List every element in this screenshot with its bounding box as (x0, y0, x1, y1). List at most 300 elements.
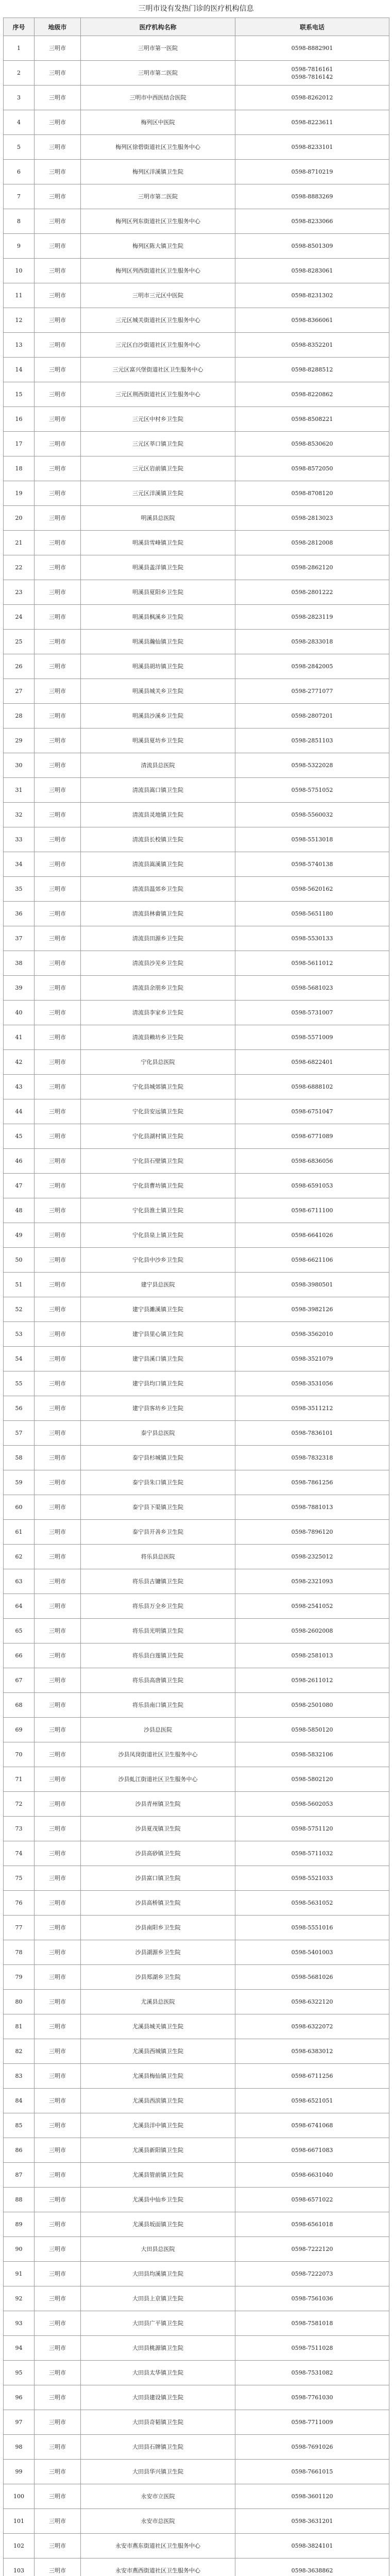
cell-no: 59 (4, 1470, 35, 1495)
cell-no: 24 (4, 605, 35, 630)
cell-phone: 0598-7836101 (235, 1421, 389, 1446)
table-row (4, 36, 389, 61)
cell-phone: 0598-6711256 (235, 2064, 389, 2089)
cell-no: 86 (4, 2138, 35, 2163)
cell-no: 45 (4, 1124, 35, 1149)
table-row (4, 432, 389, 456)
cell-no: 3 (4, 86, 35, 110)
cell-city: 三明市 (35, 2385, 81, 2410)
cell-name: 梅列区列东街道社区卫生服务中心 (81, 209, 235, 234)
cell-city: 三明市 (35, 1025, 81, 1050)
cell-city: 三明市 (35, 1668, 81, 1693)
table-row (4, 456, 389, 481)
cell-name: 清流县嵩口镇卫生院 (81, 778, 235, 803)
cell-no: 29 (4, 728, 35, 753)
cell-phone: 0598-8352201 (235, 333, 389, 358)
cell-city: 三明市 (35, 481, 81, 506)
cell-city: 三明市 (35, 333, 81, 358)
cell-name: 永安市总医院 (81, 2509, 235, 2534)
cell-no: 39 (4, 976, 35, 1001)
cell-city: 三明市 (35, 1916, 81, 1940)
cell-phone: 0598-2833018 (235, 630, 389, 654)
cell-name: 梅列区中医院 (81, 110, 235, 135)
cell-city: 三明市 (35, 1223, 81, 1248)
cell-name: 泰宁县开善乡卫生院 (81, 1520, 235, 1545)
table-row (4, 1767, 389, 1792)
cell-name: 大田县奇韬镇卫生院 (81, 2410, 235, 2435)
table-row (4, 852, 389, 877)
cell-city: 三明市 (35, 1569, 81, 1594)
cell-name: 尤溪县总医院 (81, 1990, 235, 2014)
cell-phone: 0598-2842005 (235, 654, 389, 679)
cell-city: 三明市 (35, 1545, 81, 1569)
cell-no: 64 (4, 1594, 35, 1619)
cell-no: 102 (4, 2534, 35, 2558)
table-row (4, 976, 389, 1001)
cell-no: 5 (4, 135, 35, 160)
cell-phone: 0598-5681023 (235, 976, 389, 1001)
table-row (4, 1594, 389, 1619)
cell-no: 70 (4, 1742, 35, 1767)
cell-no: 54 (4, 1347, 35, 1371)
cell-city: 三明市 (35, 1396, 81, 1421)
cell-city: 三明市 (35, 2188, 81, 2212)
cell-no: 10 (4, 259, 35, 283)
cell-no: 73 (4, 1817, 35, 1841)
cell-phone: 0598-2611012 (235, 1668, 389, 1693)
cell-no: 68 (4, 1693, 35, 1718)
cell-name: 大田县总医院 (81, 2237, 235, 2262)
cell-no: 13 (4, 333, 35, 358)
cell-no: 77 (4, 1916, 35, 1940)
cell-no: 85 (4, 2113, 35, 2138)
cell-phone: 0598-3531056 (235, 1371, 389, 1396)
table-row (4, 283, 389, 308)
cell-city: 三明市 (35, 135, 81, 160)
table-row (4, 1693, 389, 1718)
cell-city: 三明市 (35, 605, 81, 630)
cell-no: 4 (4, 110, 35, 135)
cell-city: 三明市 (35, 308, 81, 333)
cell-phone: 0598-5731007 (235, 1001, 389, 1025)
cell-no: 97 (4, 2410, 35, 2435)
cell-no: 62 (4, 1545, 35, 1569)
table-row (4, 1198, 389, 1223)
cell-name: 尤溪县新阳镇卫生院 (81, 2138, 235, 2163)
cell-no: 9 (4, 234, 35, 259)
cell-no: 81 (4, 2014, 35, 2039)
cell-name: 梅列区徐碧街道社区卫生服务中心 (81, 135, 235, 160)
cell-city: 三明市 (35, 1792, 81, 1817)
cell-phone: 0598-6888102 (235, 1075, 389, 1099)
cell-name: 清流县林畲镇卫生院 (81, 902, 235, 926)
table-row (4, 1643, 389, 1668)
cell-no: 91 (4, 2262, 35, 2286)
cell-city: 三明市 (35, 2039, 81, 2064)
table-row (4, 1891, 389, 1916)
cell-name: 尤溪县中仙乡卫生院 (81, 2188, 235, 2212)
cell-phone: 0598-8508221 (235, 407, 389, 432)
cell-no: 32 (4, 803, 35, 827)
cell-phone: 0598-5551016 (235, 1916, 389, 1940)
cell-city: 三明市 (35, 259, 81, 283)
table-row (4, 1446, 389, 1470)
cell-name: 清流县嵩溪镇卫生院 (81, 852, 235, 877)
cell-no: 84 (4, 2089, 35, 2113)
cell-no: 50 (4, 1248, 35, 1273)
cell-name: 清流县李家乡卫生院 (81, 1001, 235, 1025)
cell-phone: 0598-3601120 (235, 2484, 389, 2509)
cell-phone: 0598-5560032 (235, 803, 389, 827)
cell-city: 三明市 (35, 1619, 81, 1643)
cell-phone: 0598-7761030 (235, 2385, 389, 2410)
cell-name: 宁化县安远镇卫生院 (81, 1099, 235, 1124)
cell-no: 79 (4, 1965, 35, 1990)
cell-name: 泰宁县杉城镇卫生院 (81, 1446, 235, 1470)
cell-no: 88 (4, 2188, 35, 2212)
cell-phone: 0598-7511028 (235, 2336, 389, 2361)
cell-no: 23 (4, 580, 35, 605)
table-row (4, 1396, 389, 1421)
cell-phone: 0598-5620162 (235, 877, 389, 902)
cell-name: 大田县石牌镇卫生院 (81, 2435, 235, 2460)
cell-city: 三明市 (35, 2410, 81, 2435)
table-row (4, 1421, 389, 1446)
cell-no: 76 (4, 1891, 35, 1916)
cell-name: 将乐县南口镇卫生院 (81, 1693, 235, 1718)
cell-phone: 0598-3982126 (235, 1297, 389, 1322)
cell-name: 将乐县总医院 (81, 1545, 235, 1569)
cell-name: 明溪县沙溪乡卫生院 (81, 704, 235, 728)
table-row (4, 654, 389, 679)
cell-city: 三明市 (35, 1965, 81, 1990)
cell-no: 78 (4, 1940, 35, 1965)
cell-city: 三明市 (35, 1990, 81, 2014)
table-row (4, 2064, 389, 2089)
cell-name: 尤溪县管前镇卫生院 (81, 2163, 235, 2188)
cell-name: 建宁县里心镇卫生院 (81, 1322, 235, 1347)
cell-phone: 0598-6383012 (235, 2039, 389, 2064)
cell-no: 94 (4, 2336, 35, 2361)
cell-phone: 0598-7691026 (235, 2435, 389, 2460)
cell-phone: 0598-6641026 (235, 1223, 389, 1248)
table-row (4, 1099, 389, 1124)
cell-no: 49 (4, 1223, 35, 1248)
cell-name: 三元区富兴堡街道社区卫生服务中心 (81, 358, 235, 382)
table-row (4, 1223, 389, 1248)
table-row (4, 2262, 389, 2286)
table-row (4, 1248, 389, 1273)
cell-phone: 0598-8262012 (235, 86, 389, 110)
cell-city: 三明市 (35, 2286, 81, 2311)
cell-city: 三明市 (35, 1297, 81, 1322)
cell-no: 103 (4, 2558, 35, 2576)
table-row (4, 1841, 389, 1866)
cell-name: 明溪县瀚仙镇卫生院 (81, 630, 235, 654)
cell-name: 沙县高桥镇卫生院 (81, 1891, 235, 1916)
cell-city: 三明市 (35, 2089, 81, 2113)
cell-name: 将乐县高唐镇卫生院 (81, 1668, 235, 1693)
cell-name: 宁化县中沙乡卫生院 (81, 1248, 235, 1273)
cell-name: 三明市第二医院 (81, 184, 235, 209)
table-row (4, 704, 389, 728)
table-row (4, 110, 389, 135)
cell-name: 建宁县均口镇卫生院 (81, 1371, 235, 1396)
cell-name: 明溪县夏坊乡卫生院 (81, 728, 235, 753)
cell-name: 三元区荆西街道社区卫生服务中心 (81, 382, 235, 407)
cell-phone: 0598-2501080 (235, 1693, 389, 1718)
table-row (4, 2460, 389, 2484)
cell-no: 1 (4, 36, 35, 61)
cell-phone: 0598-3631201 (235, 2509, 389, 2534)
cell-no: 65 (4, 1619, 35, 1643)
table-row (4, 1273, 389, 1297)
cell-phone: 0598-5322028 (235, 753, 389, 778)
clinic-table (3, 18, 389, 2576)
cell-phone: 0598-5530133 (235, 926, 389, 951)
cell-phone: 0598-7561036 (235, 2286, 389, 2311)
cell-phone: 0598-7711009 (235, 2410, 389, 2435)
cell-no: 80 (4, 1990, 35, 2014)
cell-city: 三明市 (35, 432, 81, 456)
cell-name: 将乐县白莲镇卫生院 (81, 1643, 235, 1668)
cell-no: 27 (4, 679, 35, 704)
table-row (4, 1817, 389, 1841)
cell-phone: 0598-8530620 (235, 432, 389, 456)
cell-phone: 0598-2602008 (235, 1619, 389, 1643)
cell-name: 建宁县客坊乡卫生院 (81, 1396, 235, 1421)
table-row (4, 1075, 389, 1099)
cell-city: 三明市 (35, 1470, 81, 1495)
table-row (4, 2138, 389, 2163)
cell-city: 三明市 (35, 1594, 81, 1619)
table-row (4, 1742, 389, 1767)
cell-city: 三明市 (35, 951, 81, 976)
table-row (4, 160, 389, 184)
cell-phone: 0598-8288512 (235, 358, 389, 382)
cell-phone: 0598-7896120 (235, 1520, 389, 1545)
cell-city: 三明市 (35, 1371, 81, 1396)
cell-phone: 0598-3980501 (235, 1273, 389, 1297)
table-row (4, 1990, 389, 2014)
cell-name: 三明市第一医院 (81, 36, 235, 61)
cell-city: 三明市 (35, 902, 81, 926)
cell-no: 89 (4, 2212, 35, 2237)
table-row (4, 2435, 389, 2460)
cell-name: 泰宁县下渠镇卫生院 (81, 1495, 235, 1520)
cell-name: 沙县虬江街道社区卫生服务中心 (81, 1767, 235, 1792)
cell-phone: 0598-2801222 (235, 580, 389, 605)
cell-name: 大田县太华镇卫生院 (81, 2361, 235, 2385)
cell-no: 93 (4, 2311, 35, 2336)
table-row (4, 1619, 389, 1643)
table-row (4, 2534, 389, 2558)
cell-city: 三明市 (35, 407, 81, 432)
cell-city: 三明市 (35, 580, 81, 605)
cell-city: 三明市 (35, 2361, 81, 2385)
cell-no: 48 (4, 1198, 35, 1223)
cell-name: 清流县灵地镇卫生院 (81, 803, 235, 827)
cell-phone: 0598-2851103 (235, 728, 389, 753)
table-row (4, 1569, 389, 1594)
cell-no: 43 (4, 1075, 35, 1099)
cell-city: 三明市 (35, 184, 81, 209)
cell-phone: 0598-2812008 (235, 531, 389, 555)
cell-no: 92 (4, 2286, 35, 2311)
cell-name: 三元区中村乡卫生院 (81, 407, 235, 432)
table-row (4, 827, 389, 852)
cell-city: 三明市 (35, 382, 81, 407)
cell-no: 34 (4, 852, 35, 877)
cell-phone: 0598-5711032 (235, 1841, 389, 1866)
cell-phone: 0598-5832106 (235, 1742, 389, 1767)
cell-city: 三明市 (35, 852, 81, 877)
table-row (4, 630, 389, 654)
cell-city: 三明市 (35, 630, 81, 654)
cell-name: 三元区岩前镇卫生院 (81, 456, 235, 481)
table-row (4, 2509, 389, 2534)
cell-no: 12 (4, 308, 35, 333)
cell-name: 将乐县古镛镇卫生院 (81, 1569, 235, 1594)
cell-name: 宁化县城郊镇卫生院 (81, 1075, 235, 1099)
cell-city: 三明市 (35, 2336, 81, 2361)
cell-phone: 0598-7531082 (235, 2361, 389, 2385)
table-row (4, 506, 389, 531)
cell-phone: 0598-8366061 (235, 308, 389, 333)
table-row (4, 234, 389, 259)
table-row (4, 2410, 389, 2435)
cell-city: 三明市 (35, 1866, 81, 1891)
cell-city: 三明市 (35, 1767, 81, 1792)
cell-name: 梅列区陈大镇卫生院 (81, 234, 235, 259)
cell-name: 宁化县湖村镇卫生院 (81, 1124, 235, 1149)
table-row (4, 1916, 389, 1940)
table-row (4, 1470, 389, 1495)
cell-city: 三明市 (35, 2534, 81, 2558)
cell-phone: 0598-5513018 (235, 827, 389, 852)
cell-name: 大田县均溪镇卫生院 (81, 2262, 235, 2286)
table-row (4, 679, 389, 704)
cell-phone: 0598-8220862 (235, 382, 389, 407)
cell-no: 25 (4, 630, 35, 654)
cell-name: 沙县凤岗街道社区卫生服务中心 (81, 1742, 235, 1767)
cell-no: 98 (4, 2435, 35, 2460)
cell-name: 宁化县石壁镇卫生院 (81, 1149, 235, 1174)
table-row (4, 1025, 389, 1050)
cell-phone: 0598-2541052 (235, 1594, 389, 1619)
cell-phone: 0598-8283061 (235, 259, 389, 283)
cell-no: 71 (4, 1767, 35, 1792)
cell-name: 宁化县淮土镇卫生院 (81, 1198, 235, 1223)
table-row (4, 580, 389, 605)
cell-phone: 0598-2823119 (235, 605, 389, 630)
cell-city: 三明市 (35, 1643, 81, 1668)
cell-phone: 0598-8882901 (235, 36, 389, 61)
cell-no: 26 (4, 654, 35, 679)
cell-city: 三明市 (35, 2064, 81, 2089)
cell-city: 三明市 (35, 110, 81, 135)
cell-phone: 0598-3562010 (235, 1322, 389, 1347)
cell-city: 三明市 (35, 753, 81, 778)
document-title: 三明市设有发热门诊的医疗机构信息 (138, 5, 254, 13)
cell-no: 95 (4, 2361, 35, 2385)
cell-name: 泰宁县朱口镇卫生院 (81, 1470, 235, 1495)
cell-phone: 0598-5740138 (235, 852, 389, 877)
cell-name: 将乐县光明镇卫生院 (81, 1619, 235, 1643)
table-row (4, 531, 389, 555)
cell-city: 三明市 (35, 803, 81, 827)
cell-city: 三明市 (35, 531, 81, 555)
cell-city: 三明市 (35, 2509, 81, 2534)
header-phone: 联系电话 (235, 18, 389, 36)
table-row (4, 753, 389, 778)
cell-no: 55 (4, 1371, 35, 1396)
cell-city: 三明市 (35, 2262, 81, 2286)
cell-no: 31 (4, 778, 35, 803)
table-row (4, 308, 389, 333)
cell-no: 33 (4, 827, 35, 852)
table-row (4, 1718, 389, 1742)
header-city: 地级市 (35, 18, 81, 36)
table-row (4, 61, 389, 86)
cell-no: 2 (4, 61, 35, 86)
cell-name: 明溪县城关乡卫生院 (81, 679, 235, 704)
cell-phone: 0598-7881013 (235, 1495, 389, 1520)
cell-city: 三明市 (35, 555, 81, 580)
cell-name: 大田县广平镇卫生院 (81, 2311, 235, 2336)
cell-name: 梅列区洋溪镇卫生院 (81, 160, 235, 184)
cell-city: 三明市 (35, 1841, 81, 1866)
cell-phone: 0598-7222120 (235, 2237, 389, 2262)
cell-no: 8 (4, 209, 35, 234)
table-row (4, 2385, 389, 2410)
cell-no: 90 (4, 2237, 35, 2262)
cell-phone: 0598-5802120 (235, 1767, 389, 1792)
cell-name: 清流县长校镇卫生院 (81, 827, 235, 852)
table-row (4, 209, 389, 234)
cell-phone: 0598-2771077 (235, 679, 389, 704)
cell-city: 三明市 (35, 2311, 81, 2336)
cell-city: 三明市 (35, 506, 81, 531)
cell-city: 三明市 (35, 1347, 81, 1371)
cell-name: 沙县南阳乡卫生院 (81, 1916, 235, 1940)
table-row (4, 1940, 389, 1965)
cell-name: 尤溪县梅仙镇卫生院 (81, 2064, 235, 2089)
cell-city: 三明市 (35, 283, 81, 308)
cell-name: 明溪县胡坊镇卫生院 (81, 654, 235, 679)
table-row (4, 2311, 389, 2336)
cell-phone: 0598-3521079 (235, 1347, 389, 1371)
cell-no: 20 (4, 506, 35, 531)
cell-phone: 0598-6822401 (235, 1050, 389, 1075)
table-row (4, 135, 389, 160)
cell-phone: 0598-6571022 (235, 2188, 389, 2212)
cell-name: 清流县温郊乡卫生院 (81, 877, 235, 902)
cell-phone: 0598-5602053 (235, 1792, 389, 1817)
cell-name: 沙县总医院 (81, 1718, 235, 1742)
cell-city: 三明市 (35, 1891, 81, 1916)
table-body (4, 36, 389, 2576)
cell-no: 7 (4, 184, 35, 209)
table-row (4, 1520, 389, 1545)
table-row (4, 803, 389, 827)
cell-city: 三明市 (35, 160, 81, 184)
cell-city: 三明市 (35, 1520, 81, 1545)
cell-name: 清流县总医院 (81, 753, 235, 778)
cell-no: 6 (4, 160, 35, 184)
cell-no: 83 (4, 2064, 35, 2089)
cell-name: 梅列区列西街道社区卫生服务中心 (81, 259, 235, 283)
